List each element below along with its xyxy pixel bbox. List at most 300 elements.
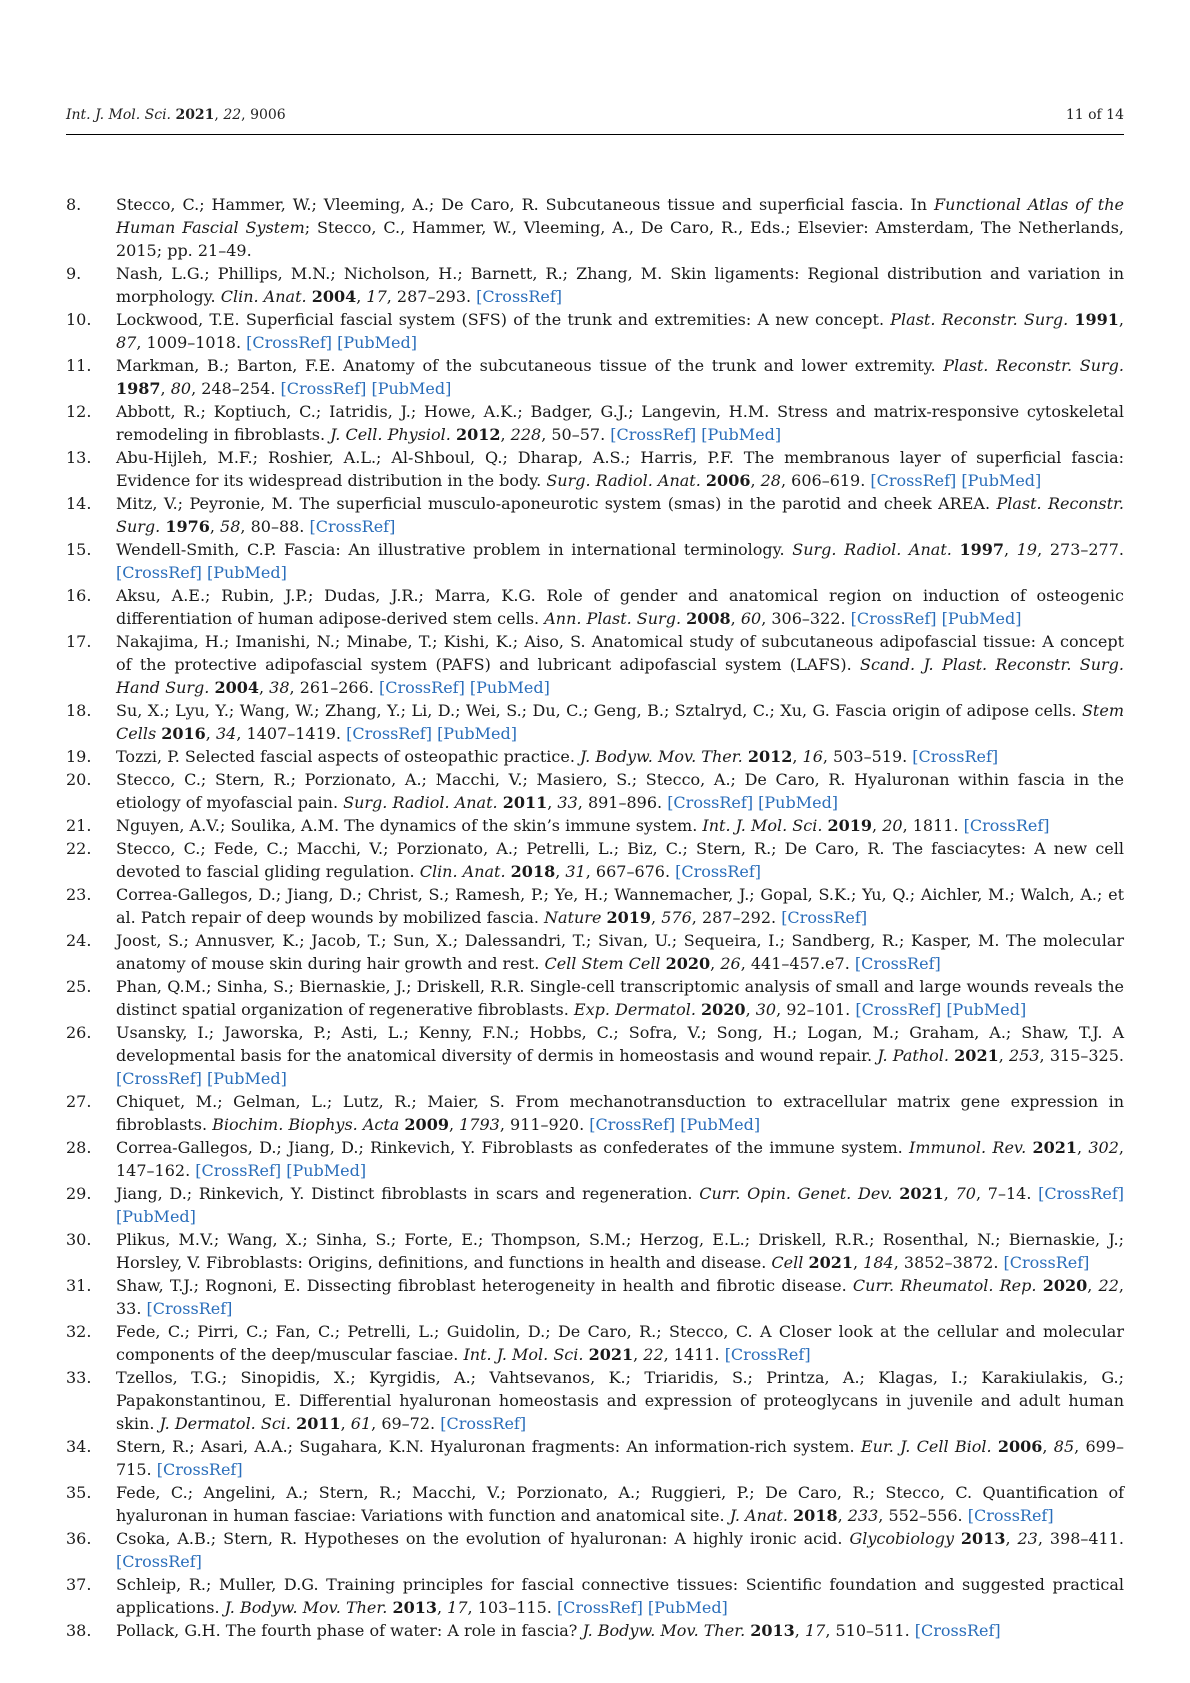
reference-text	[116, 768, 1124, 814]
ref-text-segment: , 147–162.	[116, 1138, 1125, 1180]
ref-year: 1987	[116, 379, 161, 398]
ref-text-segment	[954, 1529, 961, 1548]
pubmed-link[interactable]: [PubMed]	[437, 724, 517, 743]
reference-number: 26.	[66, 1023, 92, 1042]
ref-text-segment: Abu-Hijleh, M.F.; Roshier, A.L.; Al-Shboul, Q.; Dharap, A.S.; Harris, P.F. The membranous layer of superficial fascia: Evidence for its widespread distribution in the body.	[116, 448, 1124, 490]
ref-text-segment: , 667–676.	[585, 862, 676, 881]
ref-italic: Plast. Reconstr. Surg.	[943, 356, 1125, 375]
reference-item	[66, 1481, 1124, 1527]
reference-number: 12.	[66, 402, 92, 421]
ref-year: 2006	[997, 1437, 1043, 1456]
pubmed-link[interactable]: [PubMed]	[941, 609, 1022, 628]
reference-number: 37.	[66, 1575, 92, 1594]
crossref-link[interactable]: [CrossRef]	[667, 793, 754, 812]
pubmed-link[interactable]: [PubMed]	[371, 379, 452, 398]
ref-text-segment: ,	[356, 287, 367, 306]
crossref-link[interactable]: [CrossRef]	[378, 678, 465, 697]
ref-text-segment: ,	[745, 1000, 756, 1019]
ref-text-segment: ,	[730, 609, 741, 628]
ref-year: 2004	[311, 287, 357, 306]
ref-year: 2020	[701, 1000, 746, 1019]
reference-number: 10.	[66, 310, 92, 329]
reference-text	[116, 492, 1124, 538]
reference-number: 33.	[66, 1368, 92, 1387]
ref-text-segment: ,	[160, 379, 171, 398]
crossref-link[interactable]: [CrossRef]	[724, 1345, 811, 1364]
ref-year: 2011	[502, 793, 548, 812]
pubmed-link[interactable]: [PubMed]	[961, 471, 1042, 490]
ref-text-segment: ,	[547, 793, 558, 812]
ref-italic: 17	[366, 287, 387, 306]
ref-italic: 28	[760, 471, 781, 490]
ref-text-segment: Nakajima, H.; Imanishi, N.; Minabe, T.; Kishi, K.; Aiso, S. Anatomical study of subcutaneous adipofascial tissue: A concept of the protective adipofascial system (PAFS) and lubricant adipofascial system (LAFS).	[116, 632, 1124, 674]
ref-text-segment: Pollack, G.H. The fourth phase of water: A role in fascia?	[116, 1621, 583, 1640]
reference-item	[66, 1435, 1124, 1481]
reference-text	[116, 446, 1124, 492]
ref-text-segment: , 891–896.	[577, 793, 668, 812]
pubmed-link[interactable]: [PubMed]	[758, 793, 839, 812]
reference-number: 18.	[66, 701, 92, 720]
ref-text-segment: Wendell-Smith, C.P. Fascia: An illustrative problem in international terminology.	[116, 540, 793, 559]
reference-text	[116, 1573, 1124, 1619]
ref-year: 2021	[588, 1345, 634, 1364]
ref-year: 2021	[808, 1253, 853, 1272]
ref-year: 2019	[827, 816, 873, 835]
reference-number: 9.	[66, 264, 82, 283]
reference-text	[116, 814, 1124, 837]
crossref-link[interactable]: [CrossRef]	[855, 1000, 942, 1019]
crossref-link[interactable]: [CrossRef]	[116, 563, 202, 582]
reference-item	[66, 262, 1124, 308]
ref-italic: 23	[1017, 1529, 1038, 1548]
reference-text	[116, 1090, 1124, 1136]
ref-italic: 30	[755, 1000, 777, 1019]
ref-italic: 233	[847, 1506, 879, 1525]
ref-text-segment: Aksu, A.E.; Rubin, J.P.; Dudas, J.R.; Marra, K.G. Role of gender and anatomical region on induction of osteogenic differentiation of human adipose-derived stem cells.	[116, 586, 1124, 628]
ref-text-segment: Phan, Q.M.; Sinha, S.; Biernaskie, J.; Driskell, R.R. Single-cell transcriptomic analysis of small and large wounds reveals the distinct spatial organization of regenerative fibroblasts.	[116, 977, 1124, 1019]
ref-year: 1991	[1074, 310, 1119, 329]
crossref-link[interactable]: [CrossRef]	[309, 517, 396, 536]
reference-number: 30.	[66, 1230, 92, 1249]
ref-text-segment: , 50–57.	[541, 425, 611, 444]
ref-italic: 16	[802, 747, 823, 766]
reference-number: 11.	[66, 356, 92, 375]
reference-number: 13.	[66, 448, 92, 467]
reference-text	[116, 308, 1124, 354]
reference-text	[116, 699, 1124, 745]
ref-text-segment: , 606–619.	[780, 471, 871, 490]
pubmed-link[interactable]: [PubMed]	[946, 1000, 1027, 1019]
ref-year: 1976	[165, 517, 210, 536]
reference-number: 28.	[66, 1138, 92, 1157]
ref-text-segment: ,	[340, 1414, 351, 1433]
reference-number: 19.	[66, 747, 92, 766]
crossref-link[interactable]: [CrossRef]	[346, 724, 432, 743]
reference-item	[66, 1228, 1124, 1274]
ref-italic: Cell Stem Cell	[544, 954, 661, 973]
ref-text-segment: Mitz, V.; Peyronie, M. The superficial musculo-aponeurotic system (smas) in the parotid and cheek AREA.	[116, 494, 997, 513]
ref-text-segment: , 699–715.	[116, 1437, 1125, 1479]
crossref-link[interactable]: [CrossRef]	[440, 1414, 527, 1433]
ref-italic: 19	[1016, 540, 1038, 559]
reference-text	[116, 1136, 1124, 1182]
crossref-link[interactable]: [CrossRef]	[870, 471, 957, 490]
ref-italic: Eur. J. Cell Biol.	[860, 1437, 992, 1456]
ref-text-segment: ,	[872, 816, 883, 835]
pubmed-link[interactable]: [PubMed]	[469, 678, 550, 697]
ref-text-segment: , 1407–1419.	[236, 724, 347, 743]
ref-text-segment: ,	[837, 1506, 848, 1525]
pubmed-link[interactable]: [PubMed]	[680, 1115, 761, 1134]
ref-text-segment: , 1009–1018.	[136, 333, 247, 352]
ref-text-segment: , 315–325.	[1039, 1046, 1125, 1065]
reference-number: 8.	[66, 195, 82, 214]
crossref-link[interactable]: [CrossRef]	[1038, 1184, 1125, 1203]
ref-italic: J. Dermatol. Sci.	[159, 1414, 291, 1433]
reference-number: 22.	[66, 839, 92, 858]
ref-year: 2018	[510, 862, 556, 881]
ref-italic: J. Pathol.	[877, 1046, 949, 1065]
ref-text-segment: , 287–293.	[386, 287, 477, 306]
ref-text-segment: , 273–277.	[1037, 540, 1124, 559]
ref-text-segment: , 552–556.	[878, 1506, 968, 1525]
ref-text-segment: ,	[1076, 1138, 1089, 1157]
ref-text-segment: , 287–292.	[691, 908, 782, 927]
ref-italic: J. Bodyw. Mov. Ther.	[582, 1621, 746, 1640]
ref-italic: Clin. Anat.	[419, 862, 506, 881]
ref-year: 2009	[404, 1115, 449, 1134]
crossref-link[interactable]: [CrossRef]	[854, 954, 941, 973]
pubmed-link[interactable]: [PubMed]	[116, 1207, 196, 1226]
reference-number: 35.	[66, 1483, 92, 1502]
ref-italic: Immunol. Rev.	[909, 1138, 1027, 1157]
reference-text	[116, 1182, 1124, 1228]
ref-italic: Ann. Plast. Surg.	[544, 609, 682, 628]
reference-item	[66, 768, 1124, 814]
ref-italic: 1793	[459, 1115, 500, 1134]
ref-italic: Stem Cells	[116, 701, 1124, 743]
ref-text-segment: ,	[1118, 310, 1125, 329]
crossref-link[interactable]: [CrossRef]	[610, 425, 697, 444]
crossref-link[interactable]: [CrossRef]	[675, 862, 762, 881]
reference-item	[66, 814, 1124, 837]
crossref-link[interactable]: [CrossRef]	[967, 1506, 1054, 1525]
ref-italic: 87	[116, 333, 137, 352]
ref-italic: 80	[170, 379, 192, 398]
ref-italic: 38	[269, 678, 290, 697]
ref-text-segment: Lockwood, T.E. Superficial fascial system (SFS) of the trunk and extremities: A new concept.	[116, 310, 891, 329]
crossref-link[interactable]: [CrossRef]	[556, 1598, 643, 1617]
reference-list	[66, 193, 1124, 1642]
reference-number: 20.	[66, 770, 92, 789]
ref-italic: 58	[220, 517, 241, 536]
reference-text	[116, 538, 1124, 584]
reference-number: 23.	[66, 885, 92, 904]
ref-italic: Curr. Opin. Genet. Dev.	[699, 1184, 893, 1203]
crossref-link[interactable]: [CrossRef]	[146, 1299, 233, 1318]
ref-text-segment: ,	[998, 1046, 1009, 1065]
ref-italic: 253	[1009, 1046, 1040, 1065]
ref-text-segment: Chiquet, M.; Gelman, L.; Lutz, R.; Maier, S. From mechanotransduction to extracellular matrix gene expression in fibroblasts.	[116, 1092, 1124, 1134]
ref-text-segment: ,	[1087, 1276, 1099, 1295]
pubmed-link[interactable]: [PubMed]	[337, 333, 417, 352]
crossref-link[interactable]: [CrossRef]	[246, 333, 333, 352]
ref-italic: 20	[882, 816, 903, 835]
reference-item	[66, 492, 1124, 538]
reference-item	[66, 929, 1124, 975]
ref-text-segment: , 1811.	[902, 816, 964, 835]
ref-text-segment: , 503–519.	[822, 747, 913, 766]
ref-italic: J. Bodyw. Mov. Ther.	[224, 1598, 388, 1617]
ref-italic: Glycobiology	[849, 1529, 954, 1548]
ref-year: 1997	[959, 540, 1005, 559]
ref-italic: 17	[804, 1621, 826, 1640]
crossref-link[interactable]: [CrossRef]	[589, 1115, 676, 1134]
reference-item	[66, 446, 1124, 492]
ref-text-segment: ,	[633, 1345, 644, 1364]
ref-text-segment: ,	[794, 1621, 805, 1640]
reference-item	[66, 1136, 1124, 1182]
reference-text	[116, 929, 1124, 975]
reference-number: 16.	[66, 586, 92, 605]
ref-text-segment: , 510–511.	[825, 1621, 915, 1640]
reference-text	[116, 1619, 1124, 1642]
ref-text-segment: Fede, C.; Pirri, C.; Fan, C.; Petrelli, L.; Guidolin, D.; De Caro, R.; Stecco, C. A Closer look at the cellular and molecular components of the deep/muscular fasciae.	[116, 1322, 1124, 1364]
ref-italic: 85	[1053, 1437, 1075, 1456]
ref-italic: 22	[1098, 1276, 1119, 1295]
ref-text-segment: ,	[1004, 540, 1017, 559]
ref-italic: Surg. Radiol. Anat.	[792, 540, 952, 559]
ref-year: 2018	[793, 1506, 838, 1525]
reference-item	[66, 745, 1124, 768]
ref-text-segment: , 33.	[116, 1276, 1124, 1318]
crossref-link[interactable]: [CrossRef]	[963, 816, 1050, 835]
article-number: 9006	[250, 107, 286, 123]
ref-italic: Exp. Dermatol.	[573, 1000, 696, 1019]
ref-text-segment: ,	[853, 1253, 864, 1272]
reference-item	[66, 1366, 1124, 1435]
ref-text-segment: , 398–411.	[1037, 1529, 1124, 1548]
ref-text-segment: , 261–266.	[289, 678, 379, 697]
ref-italic: Scand. J. Plast. Reconstr. Surg. Hand Surg.	[116, 655, 1124, 697]
journal-name: Int. J. Mol. Sci.	[66, 107, 171, 123]
ref-italic: J. Anat.	[729, 1506, 788, 1525]
ref-year: 2021	[954, 1046, 999, 1065]
crossref-link[interactable]: [CrossRef]	[781, 908, 868, 927]
ref-text-segment: , 441–457.e7.	[740, 954, 855, 973]
reference-text	[116, 1320, 1124, 1366]
pubmed-link[interactable]: [PubMed]	[206, 1069, 287, 1088]
pubmed-link[interactable]: [PubMed]	[647, 1598, 728, 1617]
reference-text	[116, 1527, 1124, 1573]
ref-text-segment: Nguyen, A.V.; Soulika, A.M. The dynamics of the skin’s immune system.	[116, 816, 703, 835]
crossref-link[interactable]: [CrossRef]	[914, 1621, 1001, 1640]
crossref-link[interactable]: [CrossRef]	[116, 1069, 202, 1088]
ref-text-segment: Shaw, T.J.; Rognoni, E. Dissecting fibroblast heterogeneity in health and fibrotic disease.	[116, 1276, 853, 1295]
reference-item	[66, 699, 1124, 745]
reference-item	[66, 1021, 1124, 1090]
reference-number: 24.	[66, 931, 92, 950]
reference-item	[66, 837, 1124, 883]
reference-item	[66, 883, 1124, 929]
ref-text-segment: Nash, L.G.; Phillips, M.N.; Nicholson, H.; Barnett, R.; Zhang, M. Skin ligaments: Regional distribution and variation in morphology.	[116, 264, 1124, 306]
ref-year: 2016	[161, 724, 206, 743]
reference-number: 25.	[66, 977, 92, 996]
ref-italic: 22	[643, 1345, 664, 1364]
ref-text-segment: ,	[436, 1598, 448, 1617]
pubmed-link[interactable]: [PubMed]	[206, 563, 287, 582]
journal-year: 2021	[175, 107, 215, 123]
ref-italic: J. Bodyw. Mov. Ther.	[579, 747, 743, 766]
reference-text	[116, 1481, 1124, 1527]
crossref-link[interactable]: [CrossRef]	[195, 1161, 282, 1180]
ref-italic: 184	[863, 1253, 894, 1272]
ref-italic: Plast. Reconstr. Surg.	[890, 310, 1069, 329]
reference-item	[66, 1320, 1124, 1366]
ref-text-segment: Usansky, I.; Jaworska, P.; Asti, L.; Kenny, F.N.; Hobbs, C.; Sofra, V.; Song, H.; Logan, M.; Graham, A.; Shaw, T.J. A developmental basis for the anatomical diversity of dermis in homeostasis and wound repair.	[116, 1023, 1124, 1065]
reference-number: 38.	[66, 1621, 92, 1640]
ref-year: 2013	[392, 1598, 437, 1617]
crossref-link[interactable]: [CrossRef]	[850, 609, 937, 628]
reference-text	[116, 883, 1124, 929]
crossref-link[interactable]: [CrossRef]	[280, 379, 367, 398]
pubmed-link[interactable]: [PubMed]	[286, 1161, 367, 1180]
ref-italic: J. Cell. Physiol.	[330, 425, 451, 444]
ref-text-segment: ,	[710, 954, 721, 973]
reference-item	[66, 1573, 1124, 1619]
reference-item	[66, 1527, 1124, 1573]
ref-year: 2021	[899, 1184, 944, 1203]
ref-text-segment: Abbott, R.; Koptiuch, C.; Iatridis, J.; Howe, A.K.; Badger, G.J.; Langevin, H.M. Stress and matrix-responsive cytoskeletal remodeling in fibroblasts.	[116, 402, 1124, 444]
reference-text	[116, 1021, 1124, 1090]
ref-text-segment: , 103–115.	[467, 1598, 557, 1617]
ref-year: 2019	[606, 908, 652, 927]
crossref-link[interactable]: [CrossRef]	[912, 747, 999, 766]
ref-italic: 31	[565, 862, 586, 881]
reference-item	[66, 975, 1124, 1021]
ref-text-segment: ,	[943, 1184, 956, 1203]
ref-text-segment: , 92–101.	[776, 1000, 856, 1019]
ref-text-segment: Plikus, M.V.; Wang, X.; Sinha, S.; Forte, E.; Thompson, S.M.; Herzog, E.L.; Driskell, R.R.; Rosenthal, N.; Biernaskie, J.; Horsley, V. Fibroblasts: Origins, definitions, and functions in health and disease.	[116, 1230, 1124, 1272]
reference-text	[116, 1228, 1124, 1274]
ref-text-segment: , 1411.	[663, 1345, 725, 1364]
ref-text-segment: ,	[448, 1115, 460, 1134]
ref-text-segment: ,	[651, 908, 662, 927]
reference-number: 31.	[66, 1276, 92, 1295]
ref-text-segment: Stern, R.; Asari, A.A.; Sugahara, K.N. Hyaluronan fragments: An information-rich system.	[116, 1437, 861, 1456]
ref-text-segment: Stecco, C.; Hammer, W.; Vleeming, A.; De Caro, R. Subcutaneous tissue and superficial fascia. In	[116, 195, 935, 214]
journal-citation: Int. J. Mol. Sci. 2021, 22, 9006	[66, 107, 286, 123]
reference-item	[66, 538, 1124, 584]
ref-text-segment: ,	[1042, 1437, 1054, 1456]
crossref-link[interactable]: [CrossRef]	[476, 287, 563, 306]
reference-text	[116, 193, 1124, 262]
ref-text-segment: Su, X.; Lyu, Y.; Wang, W.; Zhang, Y.; Li, D.; Wei, S.; Du, C.; Geng, B.; Sztalryd, C.; Xu, G. Fascia origin of adipose cells.	[116, 701, 1082, 720]
header-rule	[66, 134, 1124, 135]
reference-number: 17.	[66, 632, 92, 651]
reference-number: 21.	[66, 816, 92, 835]
ref-text-segment: ,	[259, 678, 270, 697]
ref-text-segment: , 248–254.	[191, 379, 281, 398]
ref-italic: Surg. Radiol. Anat.	[343, 793, 498, 812]
ref-year: 2021	[1032, 1138, 1077, 1157]
ref-text-segment: , 306–322.	[761, 609, 851, 628]
reference-item	[66, 1274, 1124, 1320]
ref-italic: 33	[557, 793, 578, 812]
ref-text-segment: ,	[792, 747, 803, 766]
reference-text	[116, 262, 1124, 308]
ref-text-segment: , 911–920.	[499, 1115, 590, 1134]
ref-italic: Curr. Rheumatol. Rep.	[852, 1276, 1037, 1295]
crossref-link[interactable]: [CrossRef]	[156, 1460, 243, 1479]
reference-number: 27.	[66, 1092, 92, 1111]
reference-text	[116, 975, 1124, 1021]
ref-text-segment: Markman, B.; Barton, F.E. Anatomy of the subcutaneous tissue of the trunk and lower extremity.	[116, 356, 944, 375]
ref-text-segment: ; Stecco, C., Hammer, W., Vleeming, A., De Caro, R., Eds.; Elsevier: Amsterdam, The Netherlands, 2015; pp. 21–49.	[116, 218, 1124, 260]
journal-volume: 22	[223, 107, 242, 123]
crossref-link[interactable]: [CrossRef]	[116, 1552, 202, 1571]
ref-text-segment: ,	[750, 471, 761, 490]
reference-item	[66, 354, 1124, 400]
reference-text	[116, 400, 1124, 446]
ref-italic: 60	[740, 609, 762, 628]
ref-italic: 228	[510, 425, 542, 444]
ref-italic: 61	[350, 1414, 372, 1433]
ref-year: 2006	[705, 471, 751, 490]
reference-number: 15.	[66, 540, 92, 559]
reference-number: 29.	[66, 1184, 92, 1203]
reference-item	[66, 308, 1124, 354]
crossref-link[interactable]: [CrossRef]	[1003, 1253, 1090, 1272]
ref-text-segment: Stecco, C.; Stern, R.; Porzionato, A.; Macchi, V.; Masiero, S.; Stecco, A.; De Caro, R. Hyaluronan within fascia in the etiology of myofascial pain.	[116, 770, 1124, 812]
ref-text-segment: , 80–88.	[240, 517, 310, 536]
reference-item	[66, 400, 1124, 446]
pubmed-link[interactable]: [PubMed]	[701, 425, 782, 444]
ref-text-segment: , 69–72.	[371, 1414, 441, 1433]
running-header	[66, 104, 1124, 126]
reference-item	[66, 584, 1124, 630]
ref-text-segment: Tzellos, T.G.; Sinopidis, X.; Kyrgidis, A.; Vahtsevanos, K.; Triaridis, S.; Printza, A.; Klagas, I.; Karakiulakis, G.; Papakonstantinou, E. Differential hyaluronan homeostasis and expression of proteoglycans in juvenile and adult human skin.	[116, 1368, 1124, 1433]
ref-italic: 34	[215, 724, 237, 743]
reference-text	[116, 354, 1124, 400]
ref-year: 2020	[1042, 1276, 1088, 1295]
ref-text-segment: ,	[555, 862, 566, 881]
ref-italic: Int. J. Mol. Sci.	[463, 1345, 584, 1364]
reference-text	[116, 1435, 1124, 1481]
reference-text	[116, 630, 1124, 699]
reference-item	[66, 193, 1124, 262]
ref-text-segment: ,	[209, 517, 221, 536]
reference-text	[116, 1274, 1124, 1320]
ref-text-segment: Correa-Gallegos, D.; Jiang, D.; Christ, S.; Ramesh, P.; Ye, H.; Wannemacher, J.; Gopal, S.K.; Yu, Q.; Aichler, M.; Walch, A.; et al. Patch repair of deep wounds by mobilized fascia.	[116, 885, 1124, 927]
ref-italic: 26	[720, 954, 741, 973]
ref-year: 2013	[750, 1621, 795, 1640]
ref-text-segment: Csoka, A.B.; Stern, R. Hypotheses on the evolution of hyaluronan: A highly ironic acid.	[116, 1529, 850, 1548]
reference-text	[116, 1366, 1124, 1435]
ref-italic: Functional Atlas of the Human Fascial System	[116, 195, 1124, 237]
ref-year: 2020	[665, 954, 711, 973]
ref-year: 2013	[960, 1529, 1006, 1548]
ref-italic: 576	[661, 908, 692, 927]
ref-italic: 302	[1088, 1138, 1119, 1157]
reference-text	[116, 584, 1124, 630]
ref-year: 2008	[686, 609, 731, 628]
ref-year: 2012	[455, 425, 501, 444]
reference-item	[66, 1090, 1124, 1136]
ref-text-segment: Jiang, D.; Rinkevich, Y. Distinct fibroblasts in scars and regeneration.	[116, 1184, 700, 1203]
ref-italic: 70	[955, 1184, 976, 1203]
ref-italic: Cell	[771, 1253, 804, 1272]
